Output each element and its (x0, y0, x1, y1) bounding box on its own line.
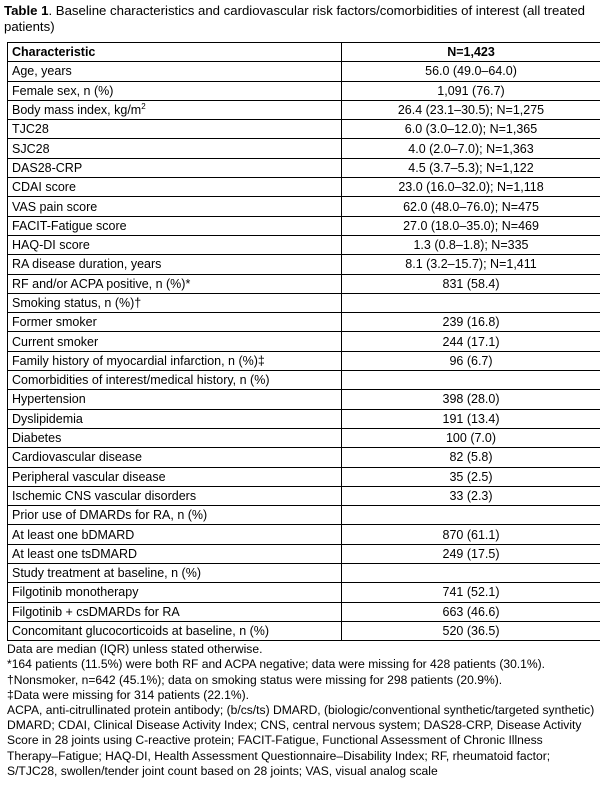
row-label (8, 544, 342, 563)
row-label-text: SJC28 (12, 141, 50, 156)
row-label (8, 274, 342, 293)
row-value (342, 293, 600, 312)
footnote: Data are median (IQR) unless stated otherwise. (7, 642, 263, 657)
row-label (8, 583, 342, 602)
row-label (8, 428, 342, 447)
row-label (8, 81, 342, 100)
footnote: ‡Data were missing for 314 patients (22.1%). (7, 687, 249, 702)
table-row (8, 274, 600, 293)
row-label-text: RA disease duration, years (12, 257, 162, 272)
table-row (8, 506, 600, 525)
row-label-text: DAS28-CRP (12, 160, 83, 175)
table-row (8, 467, 600, 486)
row-label-text: HAQ-DI score (12, 238, 90, 253)
table-row (8, 293, 600, 312)
row-value: 741 (52.1) (342, 583, 600, 602)
table-footnotes (7, 642, 596, 779)
row-label (8, 602, 342, 621)
row-label (8, 525, 342, 544)
row-label-text: Prior use of DMARDs for RA, n (%) (12, 508, 208, 523)
table-row (8, 525, 600, 544)
row-value: 8.1 (3.2–15.7); N=1,411 (342, 255, 600, 274)
table-row (8, 62, 600, 81)
row-value: 663 (46.6) (342, 602, 600, 621)
row-label (8, 564, 342, 583)
row-value: 62.0 (48.0–76.0); N=475 (342, 197, 600, 216)
row-value: 6.0 (3.0–12.0); N=1,365 (342, 120, 600, 139)
row-label (8, 120, 342, 139)
row-label-text: Comorbidities of interest/medical history, n (%) (12, 373, 270, 388)
row-value: 870 (61.1) (342, 525, 600, 544)
baseline-characteristics-table (7, 42, 600, 641)
table-row (8, 100, 600, 119)
table-row (8, 371, 600, 390)
column-header-characteristic: Characteristic (8, 43, 342, 62)
table-row (8, 621, 600, 640)
row-label-text: Study treatment at baseline, n (%) (12, 566, 201, 581)
row-label-text: Age, years (12, 64, 72, 79)
row-value: 398 (28.0) (342, 390, 600, 409)
row-label (8, 409, 342, 428)
row-label-text: Smoking status, n (%)† (12, 296, 142, 310)
table-row (8, 120, 600, 139)
row-label-superscript: 2 (141, 101, 146, 111)
table-row (8, 139, 600, 158)
row-label-text: Ischemic CNS vascular disorders (12, 488, 197, 503)
table-caption-text: . Baseline characteristics and cardiovascular risk factors/comorbidities of interest (all treated patients) (4, 3, 585, 34)
row-value: 1,091 (76.7) (342, 81, 600, 100)
footnote: †Nonsmoker, n=642 (45.1%); data on smoking status were missing for 298 patients (20.9%). (7, 672, 503, 687)
row-label-text: CDAI score (12, 180, 76, 195)
row-label-text: At least one bDMARD (12, 527, 135, 542)
table-row (8, 564, 600, 583)
row-value: 520 (36.5) (342, 621, 600, 640)
table-row (8, 390, 600, 409)
row-label (8, 621, 342, 640)
row-label (8, 216, 342, 235)
table-row (8, 216, 600, 235)
row-label (8, 139, 342, 158)
row-label (8, 100, 342, 119)
row-label-text: Body mass index, kg/m (12, 103, 142, 118)
row-label-text: VAS pain score (12, 199, 98, 214)
row-label-text: Filgotinib + csDMARDs for RA (12, 604, 180, 619)
table-row (8, 351, 600, 370)
row-label (8, 235, 342, 254)
table-caption-label: Table 1 (4, 3, 49, 18)
row-label-text: RF and/or ACPA positive, n (%)* (12, 276, 191, 291)
table-row (8, 81, 600, 100)
row-value: 249 (17.5) (342, 544, 600, 563)
row-value: 1.3 (0.8–1.8); N=335 (342, 235, 600, 254)
row-label-text: At least one tsDMARD (12, 546, 138, 561)
row-label-text: Former smoker (12, 315, 97, 330)
table-row (8, 583, 600, 602)
row-label (8, 448, 342, 467)
table-row (8, 313, 600, 332)
row-label (8, 351, 342, 370)
row-label-text: Hypertension (12, 392, 86, 407)
table-row (8, 409, 600, 428)
row-value: 23.0 (16.0–32.0); N=1,118 (342, 178, 600, 197)
row-label-text: Peripheral vascular disease (12, 469, 166, 484)
row-label-text: Concomitant glucocorticoids at baseline, n (%) (12, 624, 270, 639)
row-value: 191 (13.4) (342, 409, 600, 428)
row-label (8, 158, 342, 177)
row-label (8, 62, 342, 81)
row-value: 100 (7.0) (342, 428, 600, 447)
row-label-text: Cardiovascular disease (12, 450, 142, 465)
row-label-text: Family history of myocardial infarction, n (%)‡ (12, 353, 265, 368)
table-body (8, 62, 600, 641)
row-label (8, 313, 342, 332)
row-label (8, 390, 342, 409)
row-label-text: Filgotinib monotherapy (12, 585, 139, 600)
row-value: 96 (6.7) (342, 351, 600, 370)
table-caption (4, 3, 596, 35)
row-label (8, 178, 342, 197)
row-value (342, 371, 600, 390)
row-label-text: Diabetes (12, 431, 62, 446)
table-row (8, 428, 600, 447)
row-value: 4.5 (3.7–5.3); N=1,122 (342, 158, 600, 177)
row-value (342, 506, 600, 525)
table-row (8, 235, 600, 254)
row-label-text: Dyslipidemia (12, 411, 83, 426)
row-value: 82 (5.8) (342, 448, 600, 467)
row-value: 239 (16.8) (342, 313, 600, 332)
footnote: *164 patients (11.5%) were both RF and ACPA negative; data were missing for 428 patients (30.1%). (7, 657, 546, 672)
row-value: 33 (2.3) (342, 486, 600, 505)
column-header-n: N=1,423 (342, 43, 600, 62)
table-row (8, 544, 600, 563)
table-row (8, 602, 600, 621)
row-value: 56.0 (49.0–64.0) (342, 62, 600, 81)
table-row (8, 197, 600, 216)
table-row (8, 178, 600, 197)
table-row (8, 486, 600, 505)
table-row (8, 255, 600, 274)
row-label (8, 293, 342, 312)
row-value (342, 564, 600, 583)
row-value: 244 (17.1) (342, 332, 600, 351)
row-label (8, 255, 342, 274)
row-label (8, 371, 342, 390)
table-row (8, 448, 600, 467)
row-value: 35 (2.5) (342, 467, 600, 486)
row-label (8, 486, 342, 505)
table-header-row (8, 43, 600, 62)
row-label-text: FACIT-Fatigue score (12, 218, 127, 233)
row-label (8, 197, 342, 216)
table-row (8, 332, 600, 351)
row-value: 831 (58.4) (342, 274, 600, 293)
row-value: 26.4 (23.1–30.5); N=1,275 (342, 100, 600, 119)
row-label-text: Current smoker (12, 334, 99, 349)
row-label (8, 467, 342, 486)
row-label-text: Female sex, n (%) (12, 83, 114, 98)
row-label-text: TJC28 (12, 122, 49, 137)
row-value: 27.0 (18.0–35.0); N=469 (342, 216, 600, 235)
row-label (8, 332, 342, 351)
row-label (8, 506, 342, 525)
footnote: ACPA, anti-citrullinated protein antibody; (b/cs/ts) DMARD, (biologic/conventional synthetic/targeted synthetic) DMARD; CDAI, Clinical Disease Activity Index; CNS, central nervous system; DAS28-CRP, Disease Activity Score in 28 joints using C-reactive protein; FACIT-Fatigue, Functional Assessment of Chronic Illness Therapy–Fatigue; HAQ-DI, Health Assessment Questionnaire–Disability Index; RF, rheumatoid factor; S/TJC28, swollen/tender joint count based on 28 joints; VAS, visual analog scale (7, 703, 595, 778)
table-row (8, 158, 600, 177)
row-value: 4.0 (2.0–7.0); N=1,363 (342, 139, 600, 158)
